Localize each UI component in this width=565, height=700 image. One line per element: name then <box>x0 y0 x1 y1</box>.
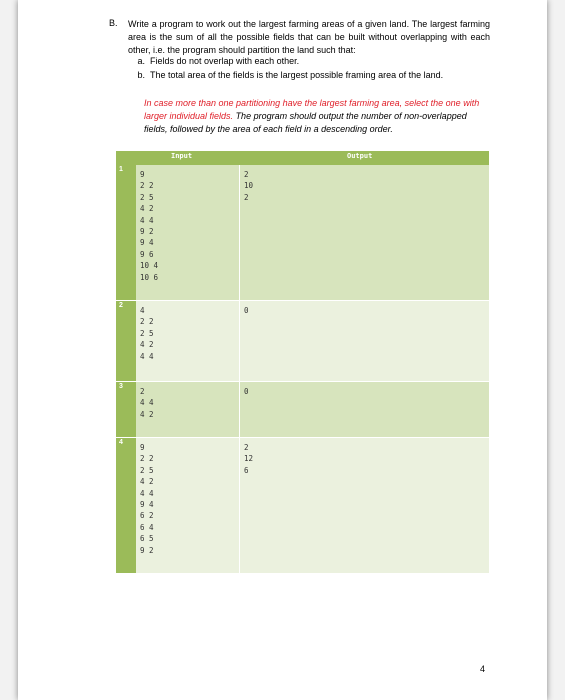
input-line: 6 2 <box>140 511 154 521</box>
note-black-text: The program should output the number of non-overlapped fields, followed by the area of each field in a descending order. <box>144 110 467 134</box>
input-line: 9 <box>140 170 145 179</box>
output-line: 2 <box>244 192 249 202</box>
row-number: 4 <box>119 439 123 446</box>
document-page <box>18 0 547 700</box>
row-number-cell <box>116 382 136 437</box>
input-line: 2 <box>140 387 145 396</box>
examples-table <box>116 151 489 573</box>
output-line: 10 <box>244 181 254 191</box>
row-number: 3 <box>119 383 123 390</box>
output-cell <box>240 301 489 381</box>
output-cell <box>240 165 489 300</box>
output-cell <box>240 382 489 437</box>
input-line: 2 2 <box>140 181 154 191</box>
input-line: 9 4 <box>140 238 154 248</box>
requirement-item-b <box>128 70 443 80</box>
question-number: B. <box>109 18 118 28</box>
input-cell <box>136 382 240 437</box>
header-input: Input <box>171 152 193 160</box>
input-line: 4 4 <box>140 215 154 225</box>
header-output: Output <box>347 152 373 160</box>
input-line: 6 4 <box>140 522 154 532</box>
input-line: 4 <box>140 306 145 315</box>
table-row <box>116 301 489 381</box>
row-number-cell <box>116 438 136 573</box>
input-line: 4 2 <box>140 204 154 214</box>
input-line: 2 2 <box>140 317 154 327</box>
input-line: 2 5 <box>140 328 154 338</box>
input-line: 9 2 <box>140 545 154 555</box>
output-line: 6 <box>244 465 249 475</box>
input-cell <box>136 301 240 381</box>
requirement-text-a: Fields do not overlap with each other. <box>150 56 300 66</box>
input-line: 9 6 <box>140 249 154 259</box>
note-red-text: In case more than one partitioning have the largest farming area, select the one with larger individual fields. <box>144 98 480 121</box>
input-line: 4 2 <box>140 477 154 487</box>
input-line: 9 4 <box>140 500 154 510</box>
input-line: 9 <box>140 443 145 452</box>
input-line: 9 2 <box>140 227 154 237</box>
row-number-cell <box>116 301 136 381</box>
input-line: 2 5 <box>140 192 154 202</box>
input-line: 4 4 <box>140 351 154 361</box>
page-number: 4 <box>480 664 486 674</box>
input-line: 2 2 <box>140 454 154 464</box>
input-line: 10 6 <box>140 272 159 282</box>
table-row <box>116 165 489 300</box>
row-number: 1 <box>119 166 123 173</box>
table-row <box>116 438 489 573</box>
row-number: 2 <box>119 302 123 309</box>
output-line: 2 <box>244 443 249 452</box>
input-line: 4 4 <box>140 398 154 408</box>
input-cell <box>136 165 240 300</box>
output-line: 0 <box>244 387 249 396</box>
input-line: 4 2 <box>140 409 154 419</box>
requirement-item-a <box>128 56 299 66</box>
row-number-cell <box>116 165 136 300</box>
table-header <box>116 151 489 165</box>
table-row <box>116 382 489 437</box>
input-line: 4 2 <box>140 340 154 350</box>
input-cell <box>136 438 240 573</box>
output-line: 12 <box>244 454 254 464</box>
input-line: 10 4 <box>140 261 159 271</box>
requirement-text-b: The total area of the fields is the largest possible framing area of the land. <box>150 70 444 80</box>
input-line: 2 5 <box>140 465 154 475</box>
requirement-label-b: b. <box>137 70 145 80</box>
input-line: 6 5 <box>140 534 154 544</box>
output-cell <box>240 438 489 573</box>
input-line: 4 4 <box>140 488 154 498</box>
output-line: 2 <box>244 170 249 179</box>
output-line: 0 <box>244 306 249 315</box>
instruction-note <box>144 97 492 135</box>
requirement-label-a: a. <box>137 56 145 66</box>
question-text: Write a program to work out the largest farming areas of a given land. The largest farming area is the sum of all the possible fields that can be built without overlapping with each other, i.e. the program should partition the land such that: <box>128 19 490 55</box>
